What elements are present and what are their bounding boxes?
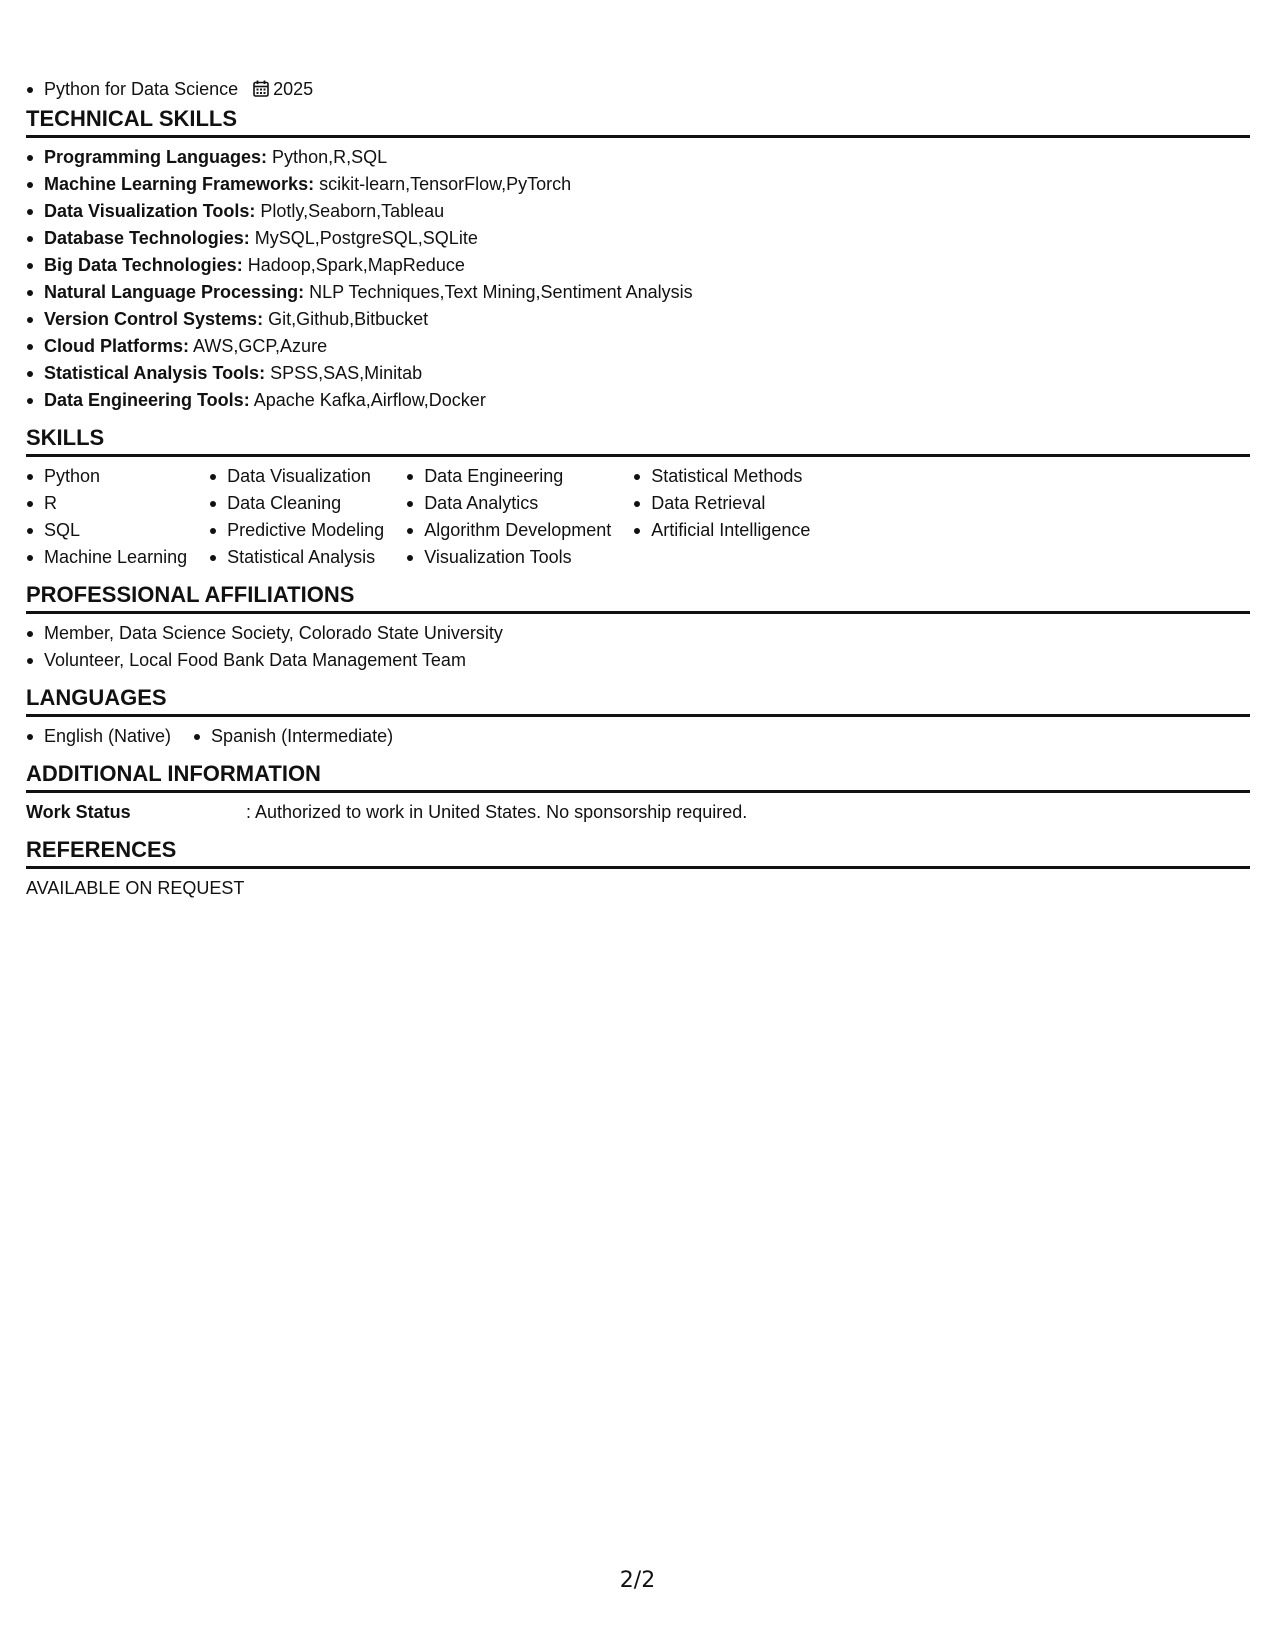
page-number: 2/2: [619, 1568, 656, 1593]
skill-values: Hadoop,Spark,MapReduce: [247, 255, 465, 275]
list-item: Algorithm Development: [406, 517, 611, 544]
list-item: English (Native): [26, 723, 171, 750]
references-section: [26, 836, 1250, 902]
list-item: [26, 198, 1250, 225]
technical-skills-list: [26, 144, 1250, 414]
skills-column: [26, 463, 187, 571]
skills-grid: [26, 463, 1250, 571]
additional-info-section: [26, 760, 1250, 826]
skill-category: Programming Languages:: [44, 147, 268, 167]
skill-values: Python,R,SQL: [272, 147, 388, 167]
list-item: [26, 144, 1250, 171]
list-item: Spanish (Intermediate): [193, 723, 393, 750]
calendar-icon: [253, 78, 269, 105]
skills-section: [26, 424, 1250, 571]
list-item: [26, 306, 1250, 333]
skill-values: Apache Kafka,Airflow,Docker: [253, 390, 486, 410]
skill-category: Database Technologies:: [44, 228, 250, 248]
list-item: Member, Data Science Society, Colorado State University: [26, 620, 1250, 647]
list-item: [26, 252, 1250, 279]
skill-values: scikit-learn,TensorFlow,PyTorch: [319, 174, 572, 194]
list-item: Visualization Tools: [406, 544, 611, 571]
skill-category: Cloud Platforms:: [44, 336, 190, 356]
list-item: Data Analytics: [406, 490, 611, 517]
resume-page: [26, 76, 1250, 912]
skill-values: Plotly,Seaborn,Tableau: [260, 201, 445, 221]
certification-list: [26, 76, 1250, 105]
work-status-label: Work Status: [26, 802, 131, 822]
list-item: [26, 333, 1250, 360]
list-item: Artificial Intelligence: [633, 517, 810, 544]
list-item: [26, 171, 1250, 198]
section-title: ADDITIONAL INFORMATION: [26, 760, 1250, 793]
list-item: Statistical Analysis: [209, 544, 384, 571]
list-item: Volunteer, Local Food Bank Data Management Team: [26, 647, 1250, 674]
section-title: PROFESSIONAL AFFILIATIONS: [26, 581, 1250, 614]
skills-column: [633, 463, 810, 571]
skills-column: [406, 463, 611, 571]
certification-year: 2025: [273, 79, 314, 99]
list-item: Data Cleaning: [209, 490, 384, 517]
list-item: Machine Learning: [26, 544, 187, 571]
skill-category: Version Control Systems:: [44, 309, 264, 329]
skill-values: MySQL,PostgreSQL,SQLite: [254, 228, 478, 248]
skills-column: [209, 463, 384, 571]
list-item: Statistical Methods: [633, 463, 810, 490]
skill-category: Natural Language Processing:: [44, 282, 305, 302]
list-item: R: [26, 490, 187, 517]
section-title: SKILLS: [26, 424, 1250, 457]
work-status-value: : Authorized to work in United States. No sponsorship required.: [246, 802, 748, 822]
list-item: [26, 387, 1250, 414]
technical-skills-section: [26, 105, 1250, 414]
list-item: Python: [26, 463, 187, 490]
section-title: LANGUAGES: [26, 684, 1250, 717]
certification-name: Python for Data Science: [44, 79, 239, 99]
skill-values: Git,Github,Bitbucket: [268, 309, 429, 329]
skill-category: Big Data Technologies:: [44, 255, 243, 275]
certification-item: [26, 76, 1250, 105]
section-title: TECHNICAL SKILLS: [26, 105, 1250, 138]
affiliations-section: [26, 581, 1250, 674]
list-item: [26, 279, 1250, 306]
skill-category: Data Engineering Tools:: [44, 390, 250, 410]
list-item: Data Visualization: [209, 463, 384, 490]
skill-category: Machine Learning Frameworks:: [44, 174, 315, 194]
list-item: SQL: [26, 517, 187, 544]
skill-category: Statistical Analysis Tools:: [44, 363, 266, 383]
affiliations-list: [26, 620, 1250, 674]
list-item: [26, 225, 1250, 252]
languages-list: [26, 723, 1250, 750]
list-item: Data Engineering: [406, 463, 611, 490]
list-item: Data Retrieval: [633, 490, 810, 517]
list-item: Predictive Modeling: [209, 517, 384, 544]
references-text: AVAILABLE ON REQUEST: [26, 878, 245, 898]
work-status-row: [26, 799, 1250, 826]
languages-section: [26, 684, 1250, 750]
section-title: REFERENCES: [26, 836, 1250, 869]
list-item: [26, 360, 1250, 387]
skill-values: NLP Techniques,Text Mining,Sentiment Analysis: [309, 282, 693, 302]
skill-values: AWS,GCP,Azure: [193, 336, 328, 356]
skill-values: SPSS,SAS,Minitab: [270, 363, 423, 383]
skill-category: Data Visualization Tools:: [44, 201, 256, 221]
